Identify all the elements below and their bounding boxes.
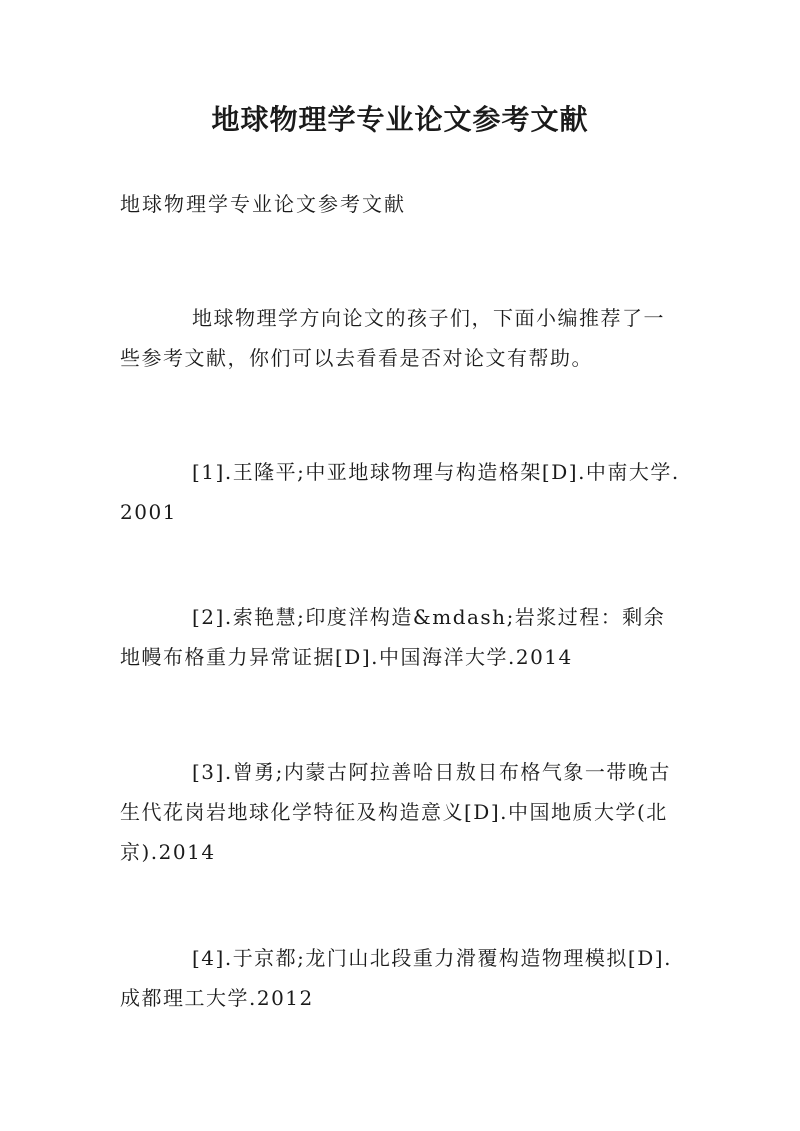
document-title: 地球物理学专业论文参考文献 <box>211 103 589 136</box>
intro-paragraph: 地球物理学方向论文的孩子们，下面小编推荐了一些参考文献，你们可以去看看是否对论文有帮助。 <box>120 306 665 370</box>
reference-item: [4].于京都;龙门山北段重力滑覆构造物理模拟[D].成都理工大学.2012 <box>120 946 672 1010</box>
reference-item: [1].王隆平;中亚地球物理与构造格架[D].中南大学.2001 <box>120 460 680 524</box>
reference-item: [2].索艳慧;印度洋构造&mdash;岩浆过程：剩余地幔布格重力异常证据[D].中国海洋大学.2014 <box>120 605 666 669</box>
document-subtitle: 地球物理学专业论文参考文献 <box>120 192 406 216</box>
reference-item: [3].曾勇;内蒙古阿拉善哈日敖日布格气象一带晚古生代花岗岩地球化学特征及构造意义[D].中国地质大学(北京).2014 <box>120 760 671 864</box>
